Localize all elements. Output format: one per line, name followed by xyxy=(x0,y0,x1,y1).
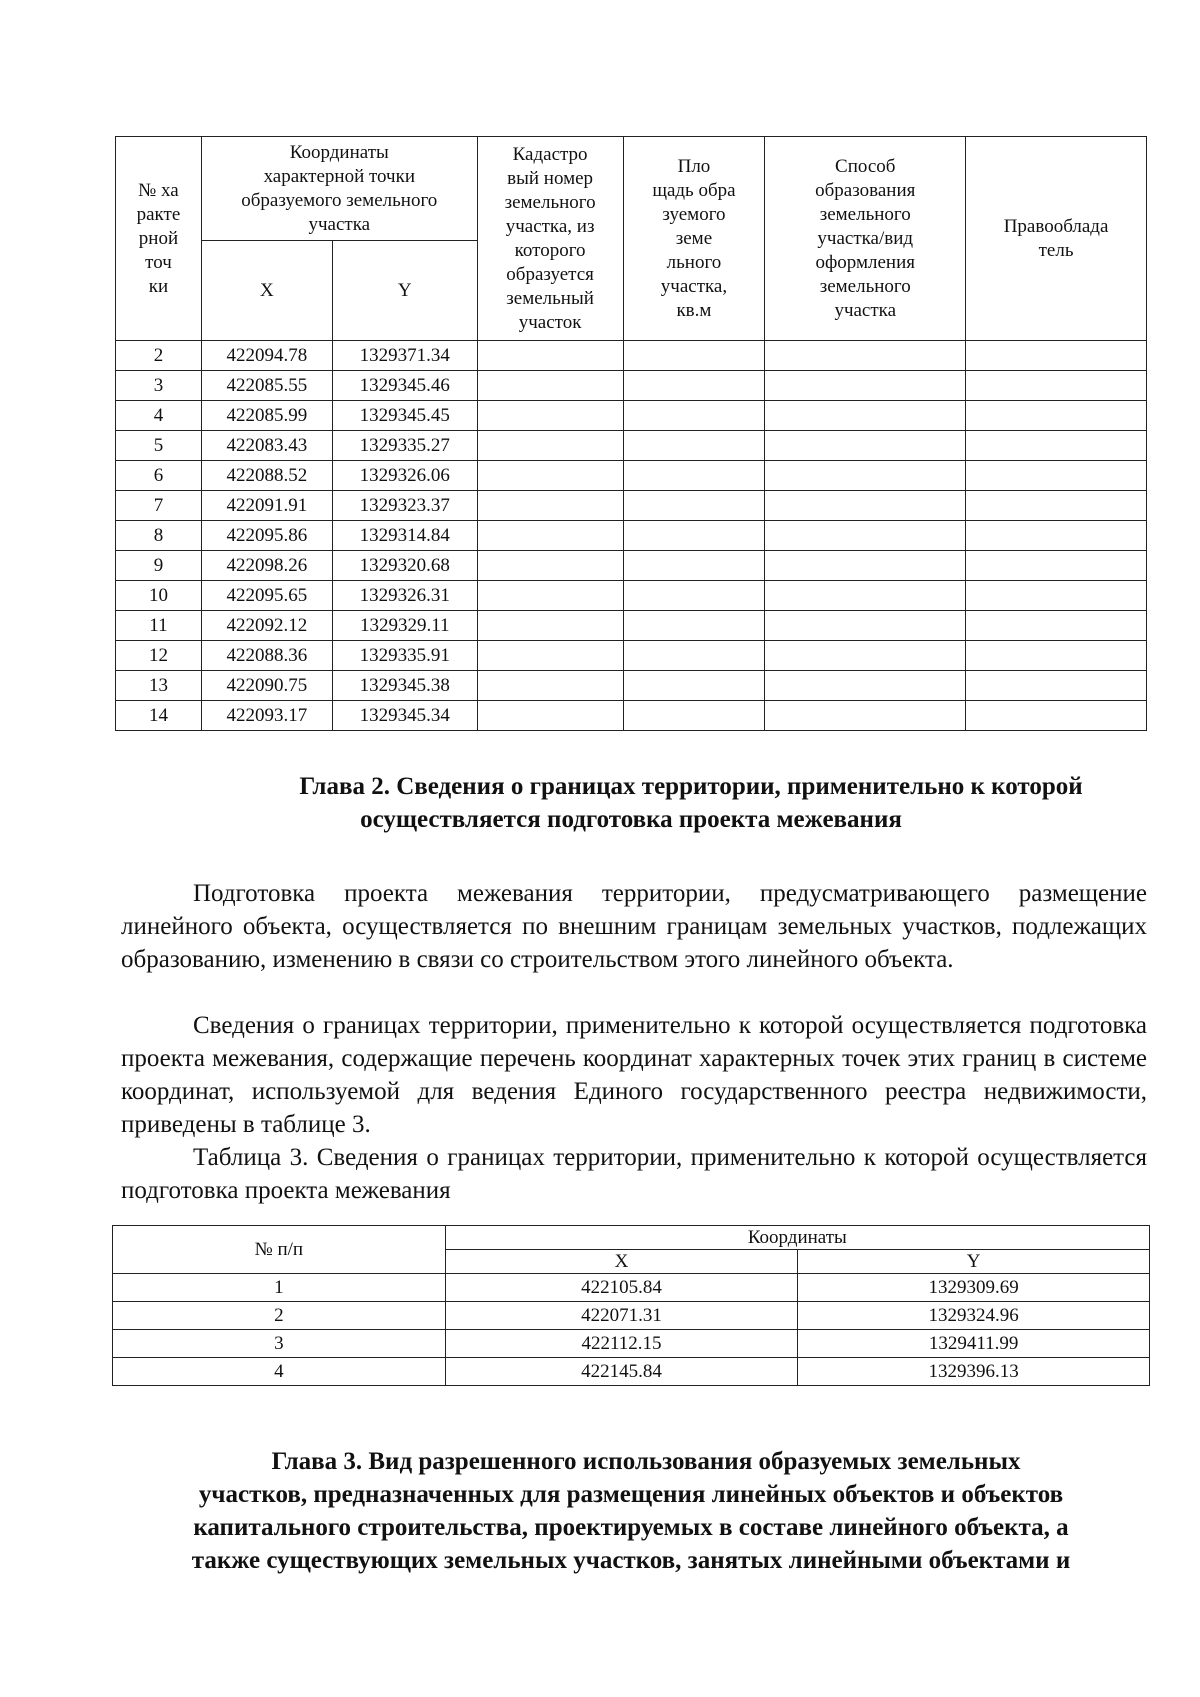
table-row xyxy=(116,641,1147,671)
x-cell: 422091.91 xyxy=(201,491,332,521)
x-cell: 422093.17 xyxy=(201,701,332,731)
header-line: щадь обра xyxy=(652,179,736,201)
table-row xyxy=(116,341,1147,371)
method-cell xyxy=(765,431,966,461)
x-cell: 422098.26 xyxy=(201,551,332,581)
owner-cell xyxy=(966,581,1147,611)
header-area xyxy=(623,137,765,341)
header-line: тель xyxy=(1038,239,1074,261)
owner-cell xyxy=(966,341,1147,371)
area-cell xyxy=(623,341,765,371)
method-cell xyxy=(765,461,966,491)
cadastral-cell xyxy=(477,461,623,491)
method-cell xyxy=(765,401,966,431)
point-number-cell: 6 xyxy=(116,461,202,491)
point-number-cell: 8 xyxy=(116,521,202,551)
table-row xyxy=(116,401,1147,431)
x-cell: 422085.99 xyxy=(201,401,332,431)
owner-cell xyxy=(966,461,1147,491)
method-cell xyxy=(765,641,966,671)
header-coordinates xyxy=(201,137,477,241)
area-cell xyxy=(623,521,765,551)
y-cell: 1329345.38 xyxy=(332,671,477,701)
area-cell xyxy=(623,491,765,521)
point-number-cell: 12 xyxy=(116,641,202,671)
header-x: X xyxy=(201,241,332,341)
owner-cell xyxy=(966,551,1147,581)
header-line: участок xyxy=(518,311,582,333)
paragraph-1: Подготовка проекта межевания территории, предусматривающего размещение линейного объекта, осуществляется по внешним границам земельных участков, подлежащих образованию, изменению в связи со строительством этого линейного объекта. xyxy=(121,880,1147,973)
header-line: Способ xyxy=(835,155,896,177)
y-cell: 1329329.11 xyxy=(332,611,477,641)
header-line: земе xyxy=(675,227,713,249)
x-cell: 422090.75 xyxy=(201,671,332,701)
area-cell xyxy=(623,371,765,401)
table-row xyxy=(116,491,1147,521)
table-row xyxy=(113,1302,1150,1330)
cadastral-cell xyxy=(477,521,623,551)
owner-cell xyxy=(966,521,1147,551)
y-cell: 1329335.27 xyxy=(332,431,477,461)
point-number-cell: 7 xyxy=(116,491,202,521)
header-line: зуемого xyxy=(662,203,726,225)
point-number-cell: 13 xyxy=(116,671,202,701)
header-line: земельный xyxy=(506,287,594,309)
header-line: льного xyxy=(666,251,722,273)
area-cell xyxy=(623,431,765,461)
header-y: Y xyxy=(332,241,477,341)
t3-header-x: X xyxy=(445,1250,798,1274)
point-number-cell: 3 xyxy=(116,371,202,401)
owner-cell xyxy=(966,611,1147,641)
x-cell: 422094.78 xyxy=(201,341,332,371)
header-owner-lines xyxy=(966,215,1146,263)
cadastral-cell xyxy=(477,551,623,581)
owner-cell xyxy=(966,401,1147,431)
header-area-lines xyxy=(624,155,765,323)
header-method-lines xyxy=(765,155,965,323)
y-cell: 1329335.91 xyxy=(332,641,477,671)
table-row xyxy=(116,461,1147,491)
table-row xyxy=(116,701,1147,731)
cadastral-cell xyxy=(477,581,623,611)
header-owner xyxy=(966,137,1147,341)
t3-header-coordinates: Координаты xyxy=(445,1226,1149,1250)
table-row xyxy=(116,581,1147,611)
cadastral-cell xyxy=(477,341,623,371)
header-line: участка/вид xyxy=(817,227,914,249)
header-line: оформления xyxy=(815,251,916,273)
chapter-2-title-line-2: осуществляется подготовка проекта межевания xyxy=(360,806,902,833)
area-cell xyxy=(623,581,765,611)
x-cell: 422071.31 xyxy=(445,1302,798,1330)
table-row xyxy=(116,611,1147,641)
cadastral-cell xyxy=(477,701,623,731)
x-cell: 422145.84 xyxy=(445,1358,798,1386)
chapter-3-title-line-2: участков, предназначенных для размещения линейных объектов и объектов xyxy=(198,1481,1064,1508)
chapter-3-heading xyxy=(115,1445,1147,1577)
header-line: образования xyxy=(815,179,916,201)
x-cell: 422088.52 xyxy=(201,461,332,491)
land-plot-coordinates-body xyxy=(116,341,1147,731)
y-cell: 1329324.96 xyxy=(798,1302,1150,1330)
area-cell xyxy=(623,701,765,731)
table-row xyxy=(113,1274,1150,1302)
number-cell: 4 xyxy=(113,1358,446,1386)
header-line: образуемого земельного xyxy=(241,189,438,211)
header-coordinates-lines xyxy=(202,141,477,237)
header-line: земельного xyxy=(819,275,911,297)
territory-boundary-body xyxy=(113,1274,1150,1386)
method-cell xyxy=(765,701,966,731)
table-row xyxy=(116,671,1147,701)
cadastral-cell xyxy=(477,491,623,521)
method-cell xyxy=(765,521,966,551)
header-line: участка xyxy=(308,213,371,235)
owner-cell xyxy=(966,371,1147,401)
owner-cell xyxy=(966,431,1147,461)
x-cell: 422088.36 xyxy=(201,641,332,671)
method-cell xyxy=(765,671,966,701)
table-row xyxy=(113,1330,1150,1358)
number-cell: 1 xyxy=(113,1274,446,1302)
header-line: № ха xyxy=(138,179,179,201)
owner-cell xyxy=(966,641,1147,671)
method-cell xyxy=(765,611,966,641)
header-line: земельного xyxy=(819,203,911,225)
table-row xyxy=(116,431,1147,461)
owner-cell xyxy=(966,491,1147,521)
y-cell: 1329371.34 xyxy=(332,341,477,371)
owner-cell xyxy=(966,671,1147,701)
cadastral-cell xyxy=(477,371,623,401)
cadastral-cell xyxy=(477,611,623,641)
area-cell xyxy=(623,551,765,581)
y-cell: 1329314.84 xyxy=(332,521,477,551)
y-cell: 1329320.68 xyxy=(332,551,477,581)
x-cell: 422105.84 xyxy=(445,1274,798,1302)
header-line: вый номер xyxy=(507,167,594,189)
method-cell xyxy=(765,341,966,371)
header-line: точ xyxy=(145,251,172,273)
y-cell: 1329326.31 xyxy=(332,581,477,611)
point-number-cell: 11 xyxy=(116,611,202,641)
y-cell: 1329396.13 xyxy=(798,1358,1150,1386)
y-cell: 1329345.46 xyxy=(332,371,477,401)
t3-header-number: № п/п xyxy=(113,1226,446,1274)
area-cell xyxy=(623,401,765,431)
header-line: кв.м xyxy=(676,299,712,321)
area-cell xyxy=(623,461,765,491)
area-cell xyxy=(623,671,765,701)
chapter-3-title-line-1: Глава 3. Вид разрешенного использования образуемых земельных xyxy=(271,1448,1021,1475)
y-cell: 1329345.34 xyxy=(332,701,477,731)
header-line: участка xyxy=(834,299,897,321)
method-cell xyxy=(765,371,966,401)
x-cell: 422083.43 xyxy=(201,431,332,461)
chapter-2-title-line-1: Глава 2. Сведения о границах территории, применительно к которой xyxy=(299,773,1083,800)
header-line: ракте xyxy=(136,203,181,225)
table-row xyxy=(116,551,1147,581)
point-number-cell: 2 xyxy=(116,341,202,371)
table-3-caption: Таблица 3. Сведения о границах территории, применительно к которой осуществляется подготовка проекта межевания xyxy=(121,1144,1147,1204)
paragraph-2: Сведения о границах территории, применительно к которой осуществляется подготовка проекта межевания, содержащие перечень координат характерных точек этих границ в системе координат, используемой для ведения Единого государственного реестра недвижимости, приведены в таблице 3. xyxy=(121,1012,1147,1138)
x-cell: 422092.12 xyxy=(201,611,332,641)
header-line: рной xyxy=(138,227,179,249)
header-cadastral-lines xyxy=(478,143,623,335)
x-cell: 422085.55 xyxy=(201,371,332,401)
chapter-3-title-line-4: также существующих земельных участков, занятых линейными объектами и xyxy=(191,1547,1071,1574)
area-cell xyxy=(623,641,765,671)
chapter-2-heading xyxy=(115,770,1147,836)
header-line: участка, из xyxy=(505,215,595,237)
table-row xyxy=(113,1358,1150,1386)
header-line: которого xyxy=(514,239,586,261)
header-line: образуется xyxy=(506,263,594,285)
header-line: характерной точки xyxy=(263,165,415,187)
chapter-3-title-line-3: капитального строительства, проектируемых в составе линейного объекта, а xyxy=(193,1514,1069,1541)
y-cell: 1329345.45 xyxy=(332,401,477,431)
land-plot-coordinates-table xyxy=(115,136,1147,731)
point-number-cell: 9 xyxy=(116,551,202,581)
y-cell: 1329309.69 xyxy=(798,1274,1150,1302)
header-point-number-lines xyxy=(116,179,201,299)
cadastral-cell xyxy=(477,401,623,431)
point-number-cell: 4 xyxy=(116,401,202,431)
header-line: ки xyxy=(148,275,169,297)
owner-cell xyxy=(966,701,1147,731)
header-point-number xyxy=(116,137,202,341)
x-cell: 422095.65 xyxy=(201,581,332,611)
method-cell xyxy=(765,581,966,611)
table-row xyxy=(116,521,1147,551)
y-cell: 1329323.37 xyxy=(332,491,477,521)
header-line: Координаты xyxy=(289,141,389,163)
t3-header-y: Y xyxy=(798,1250,1150,1274)
method-cell xyxy=(765,551,966,581)
point-number-cell: 14 xyxy=(116,701,202,731)
number-cell: 2 xyxy=(113,1302,446,1330)
point-number-cell: 5 xyxy=(116,431,202,461)
point-number-cell: 10 xyxy=(116,581,202,611)
territory-boundary-table xyxy=(112,1225,1150,1386)
y-cell: 1329411.99 xyxy=(798,1330,1150,1358)
x-cell: 422095.86 xyxy=(201,521,332,551)
cadastral-cell xyxy=(477,641,623,671)
cadastral-cell xyxy=(477,431,623,461)
header-formation-method xyxy=(765,137,966,341)
cadastral-cell xyxy=(477,671,623,701)
header-line: Правооблада xyxy=(1003,215,1109,237)
y-cell: 1329326.06 xyxy=(332,461,477,491)
table-row xyxy=(116,371,1147,401)
header-line: Пло xyxy=(677,155,711,177)
header-line: Кадастро xyxy=(512,143,588,165)
header-line: участка, xyxy=(660,275,728,297)
header-line: земельного xyxy=(504,191,596,213)
header-cadastral-number xyxy=(477,137,623,341)
method-cell xyxy=(765,491,966,521)
x-cell: 422112.15 xyxy=(445,1330,798,1358)
number-cell: 3 xyxy=(113,1330,446,1358)
area-cell xyxy=(623,611,765,641)
